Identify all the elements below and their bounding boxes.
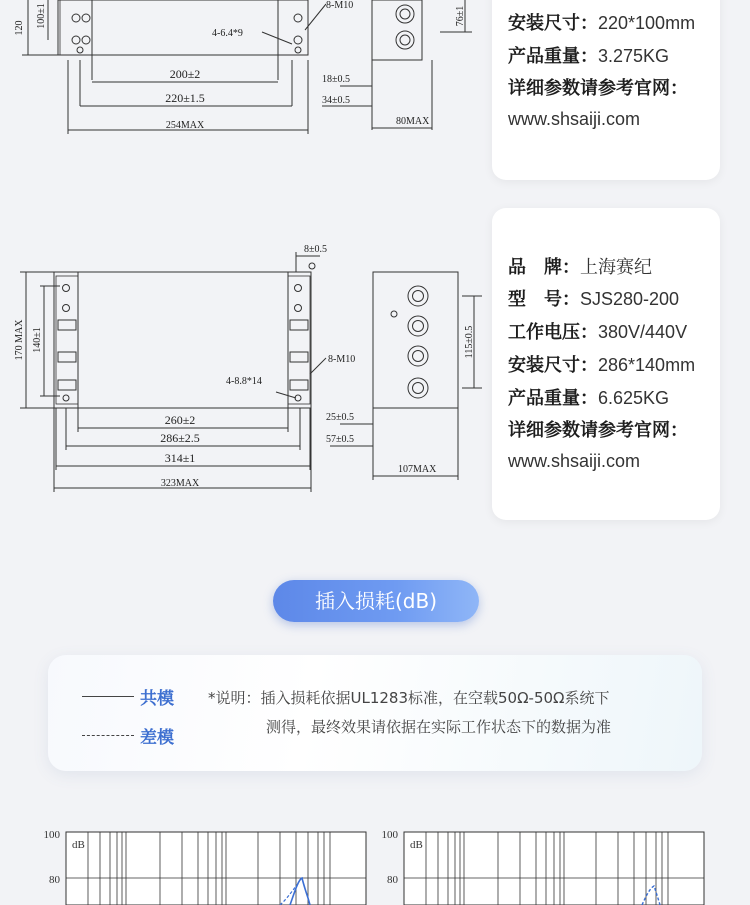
spec-row-size (508, 12, 695, 35)
dim-label-holes-2: 4-8.8*14 (226, 376, 262, 387)
note-line-2: 测得，最终效果请依据在实际工作状态下的数据为准 (266, 718, 612, 736)
spec-row-model (508, 288, 679, 311)
spec-row-brand (508, 256, 652, 279)
dim-label-140: 140±1 (32, 327, 43, 353)
section-title: 插入损耗(dB) (314, 589, 438, 613)
spec-value: 3.275KG (598, 46, 670, 66)
dim-label-80: 80MAX (396, 116, 430, 127)
spec-row-weight (508, 387, 669, 410)
spec-key: 品 牌： (508, 257, 580, 278)
dim-label-76: 76±1 (455, 5, 466, 27)
dim-label-18: 18±0.5 (322, 74, 350, 85)
spec-value: 6.625KG (598, 388, 670, 408)
spec-card-1 (492, 0, 720, 180)
dim-label-100: 100±1 (36, 3, 47, 29)
spec-value: 上海赛纪 (580, 257, 652, 277)
dim-label-200: 200±2 (169, 67, 201, 81)
spec-row-voltage (508, 321, 687, 344)
dim-label-170: 170 MAX (14, 319, 25, 361)
spec-key: 安装尺寸： (508, 13, 598, 34)
insertion-loss-chart-2 (378, 828, 708, 905)
dim-label-260: 260±2 (164, 413, 196, 427)
y-tick-100: 100 (43, 829, 60, 841)
y-tick-80: 80 (387, 874, 398, 886)
dim-label-220: 220±1.5 (165, 91, 205, 105)
dim-label-8: 8±0.5 (304, 244, 327, 255)
dim-label-115: 115±0.5 (464, 325, 475, 359)
spec-key: 详细参数请参考官网： (508, 78, 688, 99)
dim-label-120: 120 (14, 20, 25, 36)
spec-row-website[interactable] (508, 450, 640, 473)
dim-label-57: 57±0.5 (326, 434, 354, 445)
unit-label: dB (410, 839, 423, 851)
legend-note-card (48, 655, 702, 771)
spec-row-website-label (508, 78, 688, 100)
insertion-loss-chart-1 (40, 828, 370, 905)
spec-card-2 (492, 208, 720, 520)
diff-mode-line-icon (82, 735, 134, 736)
note-line-1: *说明：插入损耗依据UL1283标准，在空载50Ω-50Ω系统下 (208, 689, 610, 707)
diff-mode-label: 差模 (140, 728, 174, 748)
common-mode-line-icon (82, 696, 134, 697)
spec-key: 产品重量： (508, 46, 598, 67)
website-link[interactable]: www.shsaiji.com (508, 451, 641, 471)
spec-key: 工作电压： (508, 322, 598, 343)
dim-label-314: 314±1 (164, 451, 196, 465)
technical-drawing-2 (20, 252, 482, 492)
dim-label-25: 25±0.5 (326, 412, 354, 423)
dim-label-254: 254MAX (165, 120, 205, 131)
website-link[interactable]: www.shsaiji.com (508, 109, 641, 129)
spec-row-website[interactable] (508, 108, 640, 131)
dim-label-34: 34±0.5 (322, 95, 350, 106)
spec-value: SJS280-200 (580, 289, 680, 309)
spec-row-weight (508, 45, 669, 68)
spec-key: 型 号： (508, 289, 580, 310)
dim-label-107: 107MAX (398, 464, 437, 475)
spec-key: 详细参数请参考官网： (508, 420, 688, 441)
spec-row-website-label (508, 420, 688, 442)
spec-value: 220*100mm (598, 13, 696, 33)
y-tick-80: 80 (49, 874, 60, 886)
section-title-pill (273, 580, 479, 622)
dim-label-bolts: 8-M10 (326, 0, 354, 11)
dim-label-323: 323MAX (160, 478, 200, 489)
common-mode-label: 共模 (140, 689, 174, 709)
unit-label: dB (72, 839, 85, 851)
spec-row-size (508, 354, 695, 377)
spec-value: 286*140mm (598, 355, 696, 375)
dim-label-bolts-2: 8-M10 (328, 354, 356, 365)
dim-label-holes: 4-6.4*9 (212, 28, 243, 39)
dim-label-286: 286±2.5 (160, 431, 200, 445)
spec-key: 产品重量： (508, 388, 598, 409)
spec-value: 380V/440V (598, 322, 688, 342)
spec-key: 安装尺寸： (508, 355, 598, 376)
y-tick-100: 100 (381, 829, 398, 841)
